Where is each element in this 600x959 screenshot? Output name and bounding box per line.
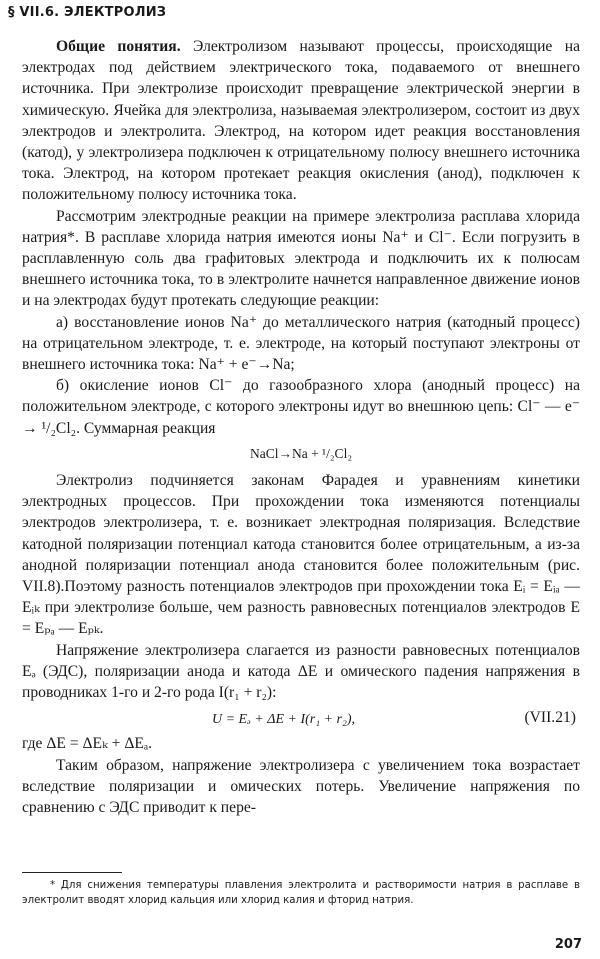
paragraph-conclusion: Таким образом, напряжение электролизера с увеличением тока возрастает вследствие поляризации и омических потерь. Увеличение напряжения по сравнению с ЭДС приводит к пере- <box>22 756 580 816</box>
paragraph-where: где ΔE = ΔEₖ + ΔEₐ. <box>22 735 153 753</box>
footnote-divider <box>22 872 122 873</box>
paragraph-general-concepts <box>22 36 580 206</box>
paragraph-lead-heading: Общие понятия. <box>56 38 181 55</box>
voltage-equation: U = Eₔ + ΔE + I(r₁ + r₂), <box>212 712 356 728</box>
equation-row <box>22 707 580 731</box>
paragraph-cell-voltage: Напряжение электролизера слагается из разности равновесных потенциалов Eₔ (ЭДС), поляризации анода и катода ΔE и омического падения напряжения в проводниках 1-го и 2-го рода I(r₁ + r₂): <box>22 641 580 702</box>
section-title: § VII.6. ЭЛЕКТРОЛИЗ <box>8 5 167 20</box>
paragraph-cathode-process: а) восстановление ионов Na⁺ до металлического натрия (катодный процесс) на отрицательном электроде, т. е. электроде, на который поступают электроны от внешнего источника тока: Na⁺ + e⁻→Na; <box>22 313 580 374</box>
equation-number: (VII.21) <box>524 709 576 727</box>
paragraph-faraday-laws: Электролиз подчиняется законам Фарадея и уравнениям кинетики электродных процессов. При прохождении тока изменяются потенциалы электродов электролизера, т. е. возникает электродная поляризация. Вследствие катодной поляризации потенциал катода становится более отрицательным, а из-за анодной поляризации потенциал анода становится более положительным (рис. VII.8).Поэтому разность потенциалов электродов при прохождении тока Eᵢ = Eᵢₐ — Eᵢₖ при электролизе больше, чем разность равновесных потенциалов электродов E = Eₚₐ — Eₚₖ. <box>22 472 580 638</box>
main-text <box>22 36 580 818</box>
paragraph-electrode-reactions: Рассмотрим электродные реакции на примере электролиза расплава хлорида натрия*. В расплаве хлорида натрия имеются ионы Na⁺ и Cl⁻. Если погрузить в расплавленную соль два графитовых электрода и подключить их к полюсам внешнего источника тока, то в электролите начнется направленное движение ионов и на электродах будут протекать следующие реакции: <box>22 207 580 310</box>
paragraph-anode-process: б) окисление ионов Cl⁻ до газообразного хлора (анодный процесс) на положительном электроде, с которого электроны идут во внешнюю цепь: Cl⁻ — e⁻ → ¹/₂Cl₂. Суммарная реакция <box>22 377 580 437</box>
overall-reaction-formula: NaCl→Na + ¹/₂Cl₂ <box>249 445 353 461</box>
footnote: * Для снижения температуры плавления электролита и растворимости натрия в расплаве в электролит вводят хлорид кальция или хлорид калия и фторид натрия. <box>22 880 580 906</box>
paragraph-text: Электролизом называют процессы, происходящие на электродах под действием электрического тока, подаваемого от внешнего источника. При электролизе происходит превращение электрической энергии в химическую. Ячейка для электролиза, называемая электролизером, состоит из двух электродов и электролита. Электрод, на котором идет реакция восстановления (катод), у электролизера подключен к отрицательному полюсу внешнего источника тока. Электрод, на котором протекает реакция окисления (анод), подключен к положительному полюсу источника тока. <box>22 38 581 204</box>
page-number: 207 <box>554 937 582 952</box>
